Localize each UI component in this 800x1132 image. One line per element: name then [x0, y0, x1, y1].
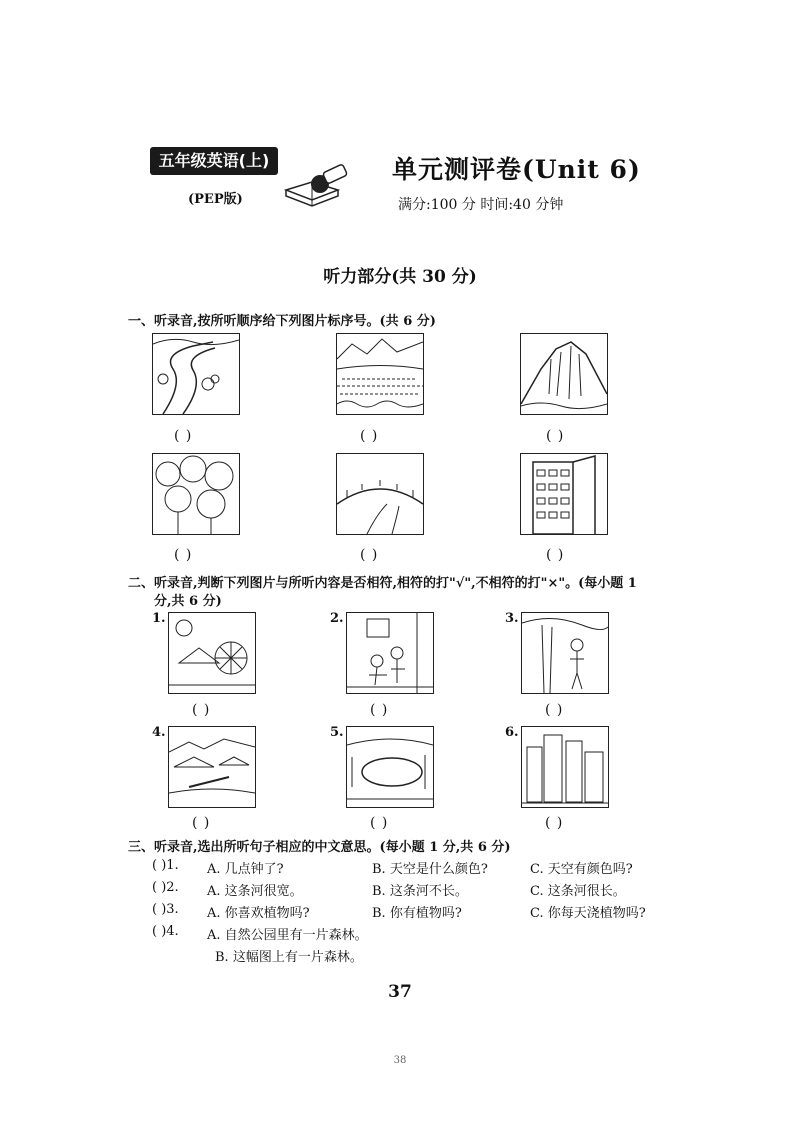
lake-fields-picture: [336, 333, 424, 415]
answer-blank[interactable]: ( ): [370, 815, 389, 831]
option-c: C. 你每天浇植物吗?: [530, 906, 646, 921]
score-time: 满分:100 分 时间:40 分钟: [398, 197, 564, 213]
option-a: A. 几点钟了?: [207, 862, 284, 877]
option-b: B. 天空是什么颜色?: [372, 862, 488, 877]
item-number: 2.: [330, 611, 344, 626]
answer-blank[interactable]: ( ): [545, 702, 564, 718]
scan-page-number: 38: [393, 1055, 407, 1066]
river-path-picture: [152, 333, 240, 415]
question-blank[interactable]: ( )2.: [152, 880, 179, 895]
test-title: 单元测评卷(Unit 6): [392, 155, 641, 184]
option-b: B. 这幅图上有一片森林。: [215, 950, 363, 965]
book-logo-icon: [282, 160, 352, 212]
option-a: A. 这条河很宽。: [207, 884, 303, 899]
item-number: 5.: [330, 725, 344, 740]
section3-instruction: 三、听录音,选出所听句子相应的中文意思。(每小题 1 分,共 6 分): [128, 840, 511, 855]
listening-title: 听力部分(共 30 分): [323, 267, 477, 287]
mountain-picture: [520, 333, 608, 415]
item-number: 4.: [152, 725, 166, 740]
section2-instruction-cont: 分,共 6 分): [154, 594, 222, 609]
city-picture: [521, 726, 609, 808]
answer-blank[interactable]: ( ): [545, 815, 564, 831]
option-a: A. 你喜欢植物吗?: [207, 906, 310, 921]
village-bridge-picture: [168, 726, 256, 808]
answer-blank[interactable]: ( ): [174, 428, 193, 444]
answer-blank[interactable]: ( ): [546, 428, 565, 444]
option-c: C. 这条河很长。: [530, 884, 626, 899]
bridge-picture: [336, 453, 424, 535]
grade-badge: 五年级英语(上): [150, 147, 278, 175]
answer-blank[interactable]: ( ): [174, 547, 193, 563]
option-c: C. 天空有颜色吗?: [530, 862, 633, 877]
question-blank[interactable]: ( )3.: [152, 902, 179, 917]
answer-blank[interactable]: ( ): [370, 702, 389, 718]
item-number: 6.: [505, 725, 519, 740]
section2-instruction: 二、听录音,判断下列图片与所听内容是否相符,相符的打"√",不相符的打"×"。(每小题 1: [128, 576, 637, 591]
park-picture: [168, 612, 256, 694]
item-number: 1.: [152, 611, 166, 626]
forest-picture: [152, 453, 240, 535]
item-number: 3.: [505, 611, 519, 626]
answer-blank[interactable]: ( ): [192, 815, 211, 831]
lake-picture: [346, 726, 434, 808]
question-blank[interactable]: ( )4.: [152, 924, 179, 939]
answer-blank[interactable]: ( ): [360, 547, 379, 563]
option-a: A. 自然公园里有一片森林。: [207, 928, 368, 943]
option-b: B. 这条河不长。: [372, 884, 468, 899]
answer-blank[interactable]: ( ): [546, 547, 565, 563]
family-room-picture: [346, 612, 434, 694]
section1-instruction: 一、听录音,按所听顺序给下列图片标序号。(共 6 分): [128, 314, 436, 329]
option-b: B. 你有植物吗?: [372, 906, 462, 921]
answer-blank[interactable]: ( ): [360, 428, 379, 444]
page-number: 37: [388, 982, 412, 1002]
edition-label: (PEP版): [188, 192, 243, 207]
question-blank[interactable]: ( )1.: [152, 858, 179, 873]
man-under-tree-picture: [521, 612, 609, 694]
building-picture: [520, 453, 608, 535]
answer-blank[interactable]: ( ): [192, 702, 211, 718]
